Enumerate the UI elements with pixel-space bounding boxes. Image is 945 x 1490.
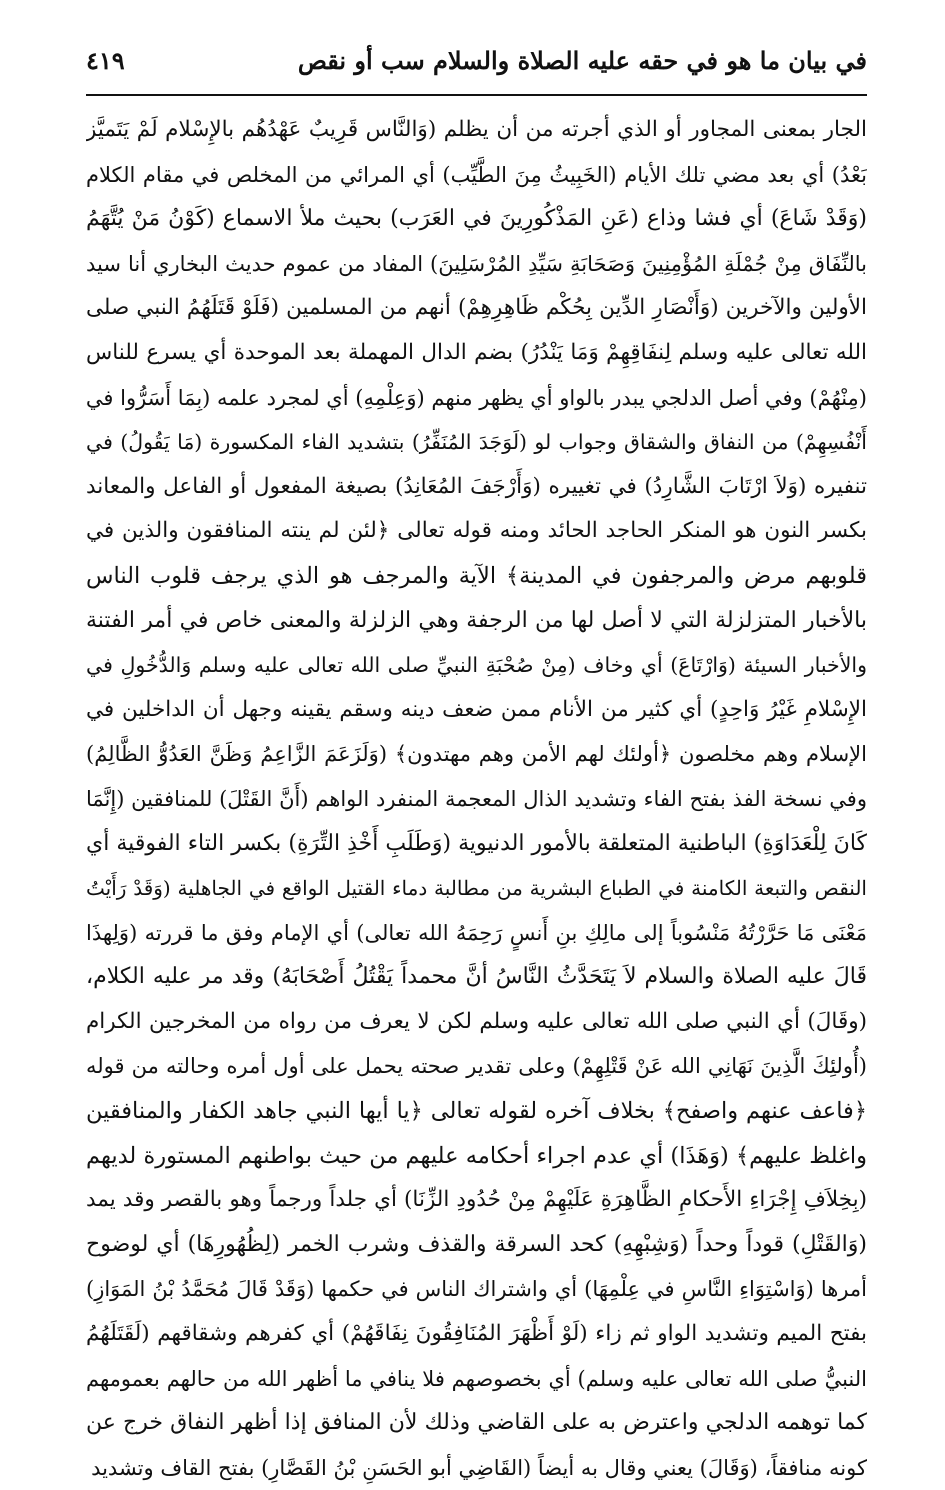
text-line: النقص والتبعة الكامنة في الطباع البشرية من مطالبة دماء القتيل الواقع في الجاهلية (وَقَدْ رَأَيْتُ [86,876,867,901]
text-line: أَنْفُسِهِمْ) من النفاق والشقاق وجواب لو (لَوَجَدَ المُنَفِّرُ) بتشديد الفاء المكسورة (مَا يَقُولُ) في [86,430,867,455]
text-line: أمرها (وَاسْتِوَاءِ النَّاسِ في عِلْمِهَا) أي واشتراك الناس في حكمها (وَقَدْ قَالَ مُحَمَّدُ بْنُ المَوَازِ) [86,1277,867,1302]
text-line: قَالَ عليه الصلاة والسلام لاَ يَتَحَدَّثُ النَّاسُ أنَّ محمداً يَقْتُلُ أَصْحَابَهُ) وقد مر عليه الكلام، [86,964,867,990]
text-line: وفي نسخة الفذ بفتح الفاء وتشديد الذال المعجمة المنفرد الواهم (أَنَّ القَتْلَ) للمنافقين (إِنَّمَا [86,786,867,811]
text-line: كونه منافقاً، (وَقَالَ) يعني وقال به أيضاً (القَاضِي أبو الحَسَنِ بْنُ القَصَّارِ) بفتح القاف وتشديد [91,1455,867,1480]
running-title: في بيان ما هو في حقه عليه الصلاة والسلام سب أو نقص [297,46,867,75]
text-line: والأخبار السيئة (وَارْتَاعَ) أي وخاف (مِنْ صُحْبَةِ النبيِّ صلى الله تعالى عليه وسلم وَالدُّخُولِ في [86,653,867,678]
text-line: واغلظ عليهم﴾ (وَهَذَا) أي عدم اجراء أحكامه عليهم من حيث بواطنهم المستورة لديهم [86,1142,867,1169]
header-rule [86,94,867,96]
text-line: (وَقَدْ شَاعَ) أي فشا وذاع (عَنِ المَذْكُورِينَ في العَرَب) بحيث ملأ الاسماع (كَوْنُ مَنْ يُتَّهَمُ [86,206,867,232]
text-line: (وقَالَ) أي النبي صلى الله تعالى عليه وسلم لكن لا يعرف من رواه من المخرجين الكرام [86,1008,867,1034]
text-line: بفتح الميم وتشديد الواو ثم زاء (لَوْ أَظْهَرَ المُنَافِقُونَ نِفَاقَهُمْ) أي كفرهم وشقاقهم (لَقَتَلَهُمُ [86,1321,867,1347]
text-line: (مِنْهُمْ) وفي أصل الدلجي يبدر بالواو أي يظهر منهم (وَعِلْمِهِ) أي لمجرد علمه (بِمَا أَسَرُّوا في [86,385,867,410]
text-line: الجار بمعنى المجاور أو الذي أجرته من أن يظلم (وَالنَّاس قَرِيبٌ عَهْدُهُم بالإِسْلام لَمْ يَتَميَّز [86,117,867,142]
text-line: الله تعالى عليه وسلم لِنفَاقِهِمْ وَمَا يَنْدُرُ) بضم الدال المهملة بعد الموحدة أي يسرع للناس [86,339,867,365]
text-line: (بِخِلاَفِ إِجْرَاءِ الأَحكامِ الظَّاهِرَةِ عَلَيْهِمْ مِنْ حُدُودِ الزِّنَا) أي جلداً ورجماً وهو بالقصر وقد يمد [86,1187,867,1213]
text-line: الإِسْلامِ غَيْرُ وَاحِدٍ) أي كثير من الأنام ممن ضعف دينه وسقم يقينه وجهل أن الداخلين في [86,696,867,722]
text-line: بكسر النون هو المنكر الحاجد الحائد ومنه قوله تعالى ﴿لئن لم ينته المنافقون والذين في [86,518,867,544]
text-line: تنفيره (وَلاَ ارْتَابَ الشَّارِدُ) في تغييره (وَأَرْجَفَ المُعَانِدُ) بصيغة المفعول أو الفاعل والمعاند [86,473,867,499]
body-text [86,108,867,1490]
text-line: بَعْدُ) أي بعد مضي تلك الأيام (الخَبِيثُ مِنَ الطَّيِّب) أي المرائي من المخلص في مقام الكلام [86,162,867,187]
text-line: الأولين والآخرين (وَأَنْصَارِ الدِّين بِحُكْم ظَاهِرِهِمْ) أنهم من المسلمين (فَلَوْ قَتَلَهُمُ النبي صلى [86,295,867,321]
text-line: الإسلام وهم مخلصون ﴿أولئك لهم الأمن وهم مهتدون﴾ (وَلَزَعَمَ الزَّاعِمُ وَظَنَّ العَدُوُّ الظَّالِمُ) [86,742,867,767]
text-line: (وَالقَتْلِ) قوداً وحداً (وَشِبْهِهِ) كحد السرقة والقذف وشرب الخمر (لِظُهُورِهَا) أي لوضوح [86,1231,867,1257]
text-line: بالأخبار المتزلزلة التي لا أصل لها من الرجفة وهي الزلزلة والمعنى خاص في أمر الفتنة [86,607,867,633]
text-line: (أُولئِكَ الَّذِينَ نَهَانِي الله عَنْ قَتْلِهِمْ) وعلى تقدير صحته يحمل على أول أمره وحالته من قوله [86,1054,867,1079]
text-line: ﴿فاعف عنهم واصفح﴾ بخلاف آخره لقوله تعالى ﴿يا أيها النبي جاهد الكفار والمنافقين [86,1098,867,1125]
text-line: مَعْنَى مَا حَرَّرْتُهُ مَنْسُوباً إلى مالِكِ بنِ أَنسٍ رَحِمَهُ الله تعالى) أي الإمام وفق ما قررته (وَلِهذَا [86,920,867,945]
page-header [86,44,867,90]
text-line: كما توهمه الدلجي واعترض به على القاضي وذلك لأن المنافق إذا أظهر النفاق خرج عن [86,1410,867,1436]
text-line: النبيُّ صلى الله تعالى عليه وسلم) أي بخصوصهم فلا ينافي ما أظهر الله من حالهم بعمومهم [86,1366,867,1391]
page-number: ٤١٩ [86,46,125,75]
text-line: كَانَ لِلْعَدَاوَةِ) الباطنية المتعلقة بالأمور الدنيوية (وَطَلَبِ أَخْذِ التِّرَةِ) بكسر التاء الفوقية أي [86,830,867,856]
text-line: بالنِّفَاق مِنْ جُمْلَةِ المُؤْمِنِينَ وَصَحَابَةِ سَيِّدِ المُرْسَلِينَ) المفاد من عموم حديث البخاري أنا سيد [86,251,867,276]
text-line: قلوبهم مرض والمرجفون في المدينة﴾ الآية والمرجف هو الذي يرجف قلوب الناس [86,562,867,589]
